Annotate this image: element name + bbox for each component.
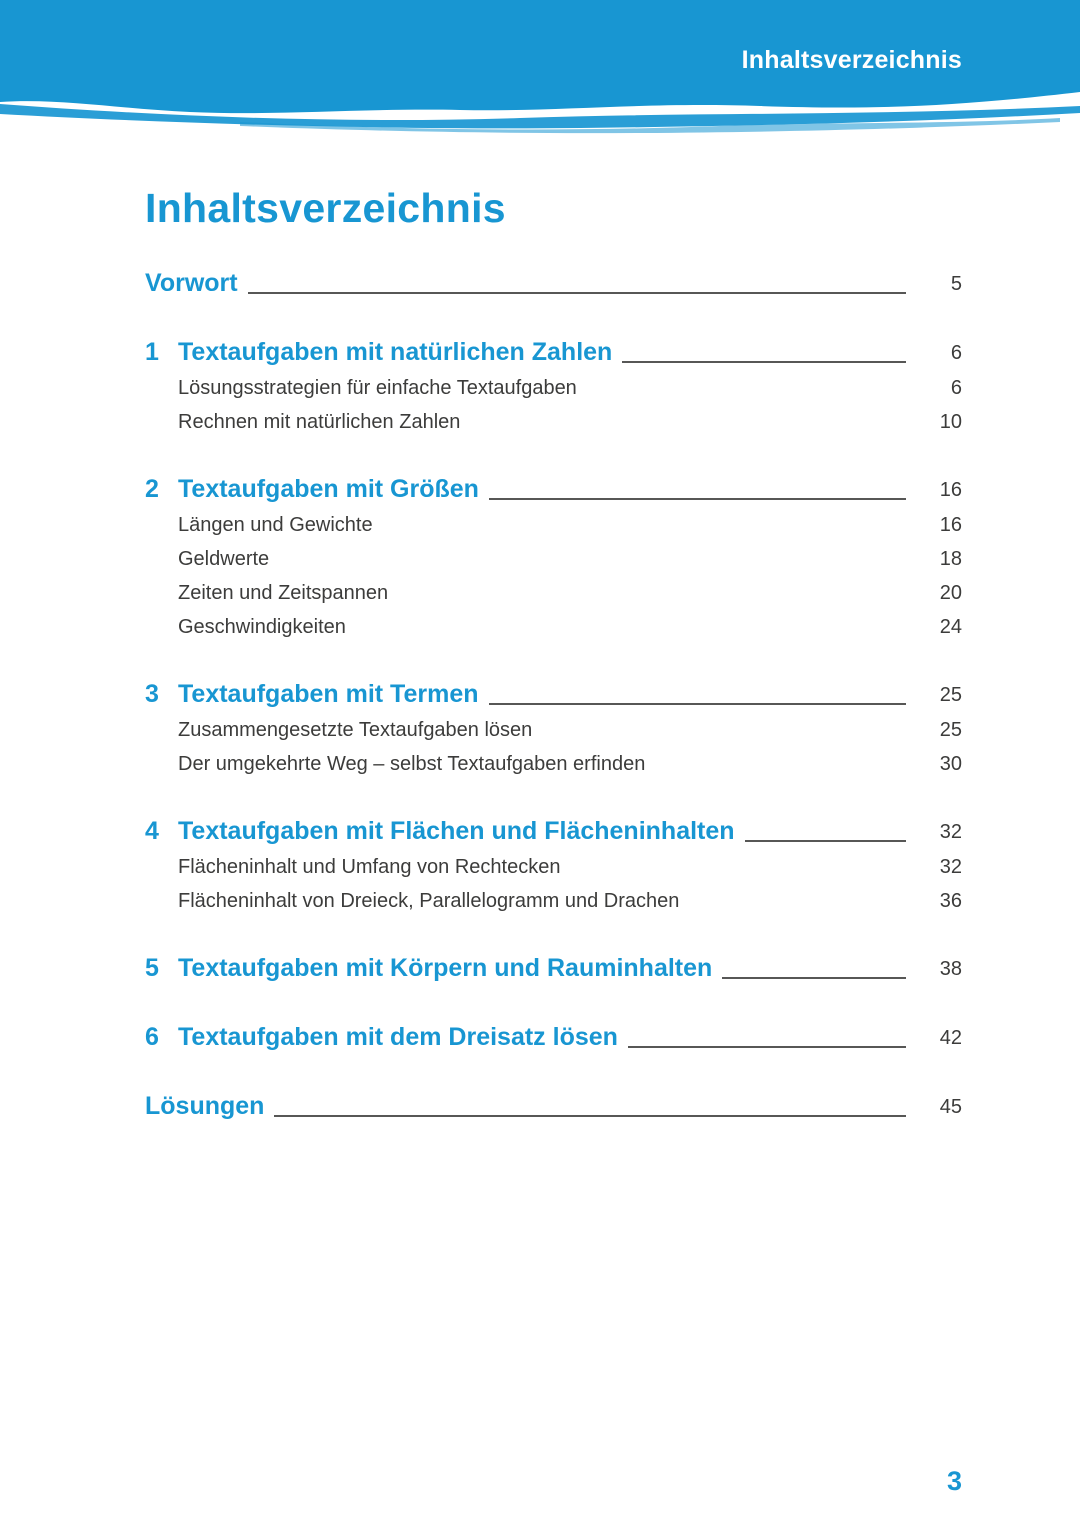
- toc-row: [145, 405, 962, 439]
- brush-stroke-decoration: [0, 86, 1080, 134]
- toc-entry-page-number: 24: [939, 616, 962, 638]
- toc-entry-page-number: 10: [939, 411, 962, 433]
- toc-row: [145, 747, 962, 781]
- toc-chapter-number: 6: [145, 1023, 159, 1051]
- table-of-contents: [145, 264, 962, 1125]
- toc-entry-title: Textaufgaben mit natürlichen Zahlen: [178, 338, 613, 366]
- toc-entry-title: Längen und Gewichte: [178, 514, 373, 536]
- toc-entry-page-number: 25: [939, 684, 962, 706]
- toc-entry-title: Flächeninhalt von Dreieck, Parallelogramm und Drachen: [178, 890, 680, 912]
- toc-row: [145, 675, 962, 713]
- toc-row: [145, 542, 962, 576]
- leader-line: [489, 498, 906, 500]
- toc-entry-title: Lösungsstrategien für einfache Textaufgaben: [178, 377, 577, 399]
- leader-line: [628, 1046, 906, 1048]
- toc-chapter-number: 3: [145, 680, 159, 708]
- toc-row: [145, 371, 962, 405]
- toc-row: [145, 884, 962, 918]
- toc-entry-page-number: 38: [939, 958, 962, 980]
- toc-entry-title: Der umgekehrte Weg – selbst Textaufgaben erfinden: [178, 753, 646, 775]
- toc-row: [145, 1018, 962, 1056]
- toc-entry-title: Flächeninhalt und Umfang von Rechtecken: [178, 856, 561, 878]
- toc-row: [145, 576, 962, 610]
- toc-row: [145, 949, 962, 987]
- leader-line: [274, 1115, 906, 1117]
- toc-entry-page-number: 36: [939, 890, 962, 912]
- toc-row: [145, 333, 962, 371]
- running-header-title: Inhaltsverzeichnis: [741, 46, 962, 74]
- toc-row: [145, 508, 962, 542]
- leader-line: [722, 977, 906, 979]
- page-title: Inhaltsverzeichnis: [145, 185, 506, 232]
- toc-row: [145, 1087, 962, 1125]
- toc-entry-page-number: 45: [939, 1096, 962, 1118]
- toc-entry-title: Textaufgaben mit Körpern und Rauminhalten: [178, 954, 713, 982]
- leader-line: [622, 361, 906, 363]
- toc-entry-page-number: 16: [939, 479, 962, 501]
- toc-entry-title: Textaufgaben mit Größen: [178, 475, 479, 503]
- toc-row: [145, 812, 962, 850]
- toc-entry-title: Textaufgaben mit Flächen und Flächeninhalten: [178, 817, 735, 845]
- toc-entry-title: Geldwerte: [178, 548, 270, 570]
- toc-entry-page-number: 6: [950, 377, 962, 399]
- toc-row: [145, 850, 962, 884]
- page-number: 3: [946, 1466, 962, 1496]
- toc-entry-page-number: 18: [939, 548, 962, 570]
- toc-entry-page-number: 25: [939, 719, 962, 741]
- toc-entry-page-number: 42: [939, 1027, 962, 1049]
- toc-row: [145, 470, 962, 508]
- toc-entry-title: Zusammengesetzte Textaufgaben lösen: [178, 719, 533, 741]
- toc-chapter-number: 4: [145, 817, 159, 845]
- toc-entry-title: Geschwindigkeiten: [178, 616, 346, 638]
- toc-entry-title: Textaufgaben mit dem Dreisatz lösen: [178, 1023, 618, 1051]
- toc-entry-title: Vorwort: [145, 269, 238, 297]
- toc-row: [145, 610, 962, 644]
- leader-line: [745, 840, 906, 842]
- toc-chapter-number: 2: [145, 475, 159, 503]
- toc-chapter-number: 1: [145, 338, 159, 366]
- toc-entry-title: Rechnen mit natürlichen Zahlen: [178, 411, 461, 433]
- header-band: [0, 0, 1080, 88]
- toc-entry-title: Textaufgaben mit Termen: [178, 680, 479, 708]
- toc-entry-page-number: 5: [950, 273, 962, 295]
- toc-row: [145, 264, 962, 302]
- toc-row: [145, 713, 962, 747]
- leader-line: [489, 703, 906, 705]
- toc-entry-page-number: 6: [950, 342, 962, 364]
- toc-entry-page-number: 32: [939, 856, 962, 878]
- toc-entry-title: Zeiten und Zeitspannen: [178, 582, 389, 604]
- leader-line: [248, 292, 906, 294]
- toc-entry-page-number: 30: [939, 753, 962, 775]
- toc-entry-page-number: 32: [939, 821, 962, 843]
- toc-entry-page-number: 16: [939, 514, 962, 536]
- toc-entry-title: Lösungen: [145, 1092, 265, 1120]
- toc-chapter-number: 5: [145, 954, 159, 982]
- toc-entry-page-number: 20: [939, 582, 962, 604]
